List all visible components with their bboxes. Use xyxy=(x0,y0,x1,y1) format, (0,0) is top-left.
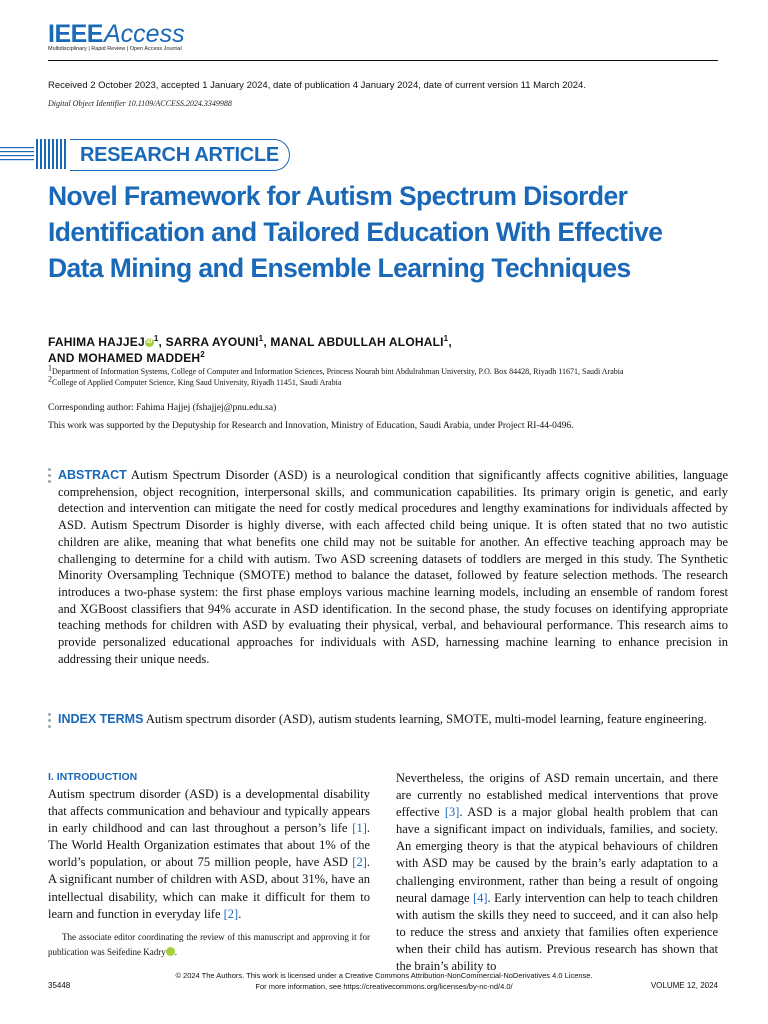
page-number: 35448 xyxy=(48,981,71,990)
index-terms xyxy=(58,711,728,728)
affiliation-item: $^1$Department of Information Systems, College of Computer and Information Sciences, Princess Nourah bint Abdulrahman University, P.O. Box 84428, Riyadh 11671, Saudi Arabia xyxy=(48,363,624,376)
author-affiliation-sup: 2 xyxy=(200,350,205,359)
banner-bars-icon xyxy=(0,138,70,170)
author-affiliation-sup: 1 xyxy=(153,334,159,343)
editor-footnote: The associate editor coordinating the review of this manuscript and approving it for publication was Seifedine Kadry iD. xyxy=(48,932,370,957)
index-terms-label: INDEX TERMS xyxy=(58,712,144,726)
paper-title: Novel Framework for Autism Spectrum Disorder Identification and Tailored Education With Effective Data Mining and Ensemble Learning Techniques xyxy=(48,181,663,283)
index-terms-text: Autism spectrum disorder (ASD), autism students learning, SMOTE, multi-model learning, feature engineering. xyxy=(145,712,707,726)
abstract-text: Autism Spectrum Disorder (ASD) is a neurological condition that significantly affects cognitive abilities, language comprehension, object recognition, interpersonal skills, and communication capabilities. Its primary origin is genetic, and early detection and intervention can mitigate the need for costly medical procedures and lengthy examinations for individuals affected by ASD. Autism Spectrum Disorder is highly diverse, with each affected child being unique. It is often stated that no two autistic children are alike, meaning that what benefits one child may not be suitable for another. An effective teaching approach may be challenging to determine for a child with autism. Two ASD screening datasets of toddlers are merged in this study. The Synthetic Minority Oversampling Technique (SMOTE) method to balance the dataset, followed by feature selection methods. The research introduces a two-phase system: the first phase employs various machine learning models, including an ensemble of random forest and XGBoost classifiers that 94% accurate in ASD identification. In the second phase, the study focuses on identifying appropriate teaching methods for children with ASD by evaluating their physical, verbal, and behavioural performance. This research aims to provide personalized educational approaches for individuals with ASD, harnessing machine learning to enhance precision in addressing their unique needs. xyxy=(58,468,729,666)
affiliations xyxy=(48,363,628,388)
citation-link[interactable]: [3] xyxy=(444,805,460,820)
author-name: AND MOHAMED MADDEH xyxy=(48,351,201,365)
journal-logo xyxy=(48,20,185,49)
license-link[interactable]: For more information, see https://creativecommons.org/licenses/by-nc-nd/4.0/ xyxy=(255,982,513,991)
abstract-label: ABSTRACT xyxy=(58,468,127,482)
citation-link[interactable]: [2] xyxy=(352,855,367,870)
affiliation-item: $^2$College of Applied Computer Science, King Saud University, Riyadh 11451, Saudi Arabia xyxy=(48,374,342,387)
abstract-dots-icon xyxy=(48,468,52,486)
journal-tagline: Multidisciplinary | Rapid Review | Open Access Journal xyxy=(48,46,182,52)
logo-ieee: IEEE xyxy=(48,20,103,48)
abstract xyxy=(58,467,728,667)
index-terms-dots-icon xyxy=(48,713,52,731)
orcid-icon[interactable]: iD xyxy=(166,947,175,956)
logo-access: Access xyxy=(103,20,185,48)
funding-statement: This work was supported by the Deputyship for Research and Innovation, Ministry of Education, Saudi Arabia, under Project RI-44-0496. xyxy=(48,421,574,431)
author-name: , MANAL ABDULLAH ALOHALI xyxy=(263,335,444,349)
body-column-left: Autism spectrum disorder (ASD) is a developmental disability that affects communication and behaviour and typically appears in early childhood and can last throughout a person’s life [1]. The World Health Organization estimates that about 1% of the world’s population, or about 75 million people, have ASD [2]. A significant number of children with ASD, about 31%, have an intellectual disability, which can make it difficult for them to learn and function in everyday life [2]. xyxy=(48,787,370,921)
author-name: , SARRA AYOUNI xyxy=(158,335,259,349)
orcid-icon[interactable]: iD xyxy=(146,339,153,345)
volume-label: VOLUME 12, 2024 xyxy=(650,981,718,990)
section-heading: I. INTRODUCTION xyxy=(48,771,138,783)
author-affiliation-sup: 1 xyxy=(443,334,449,343)
doi-line: Digital Object Identifier 10.1109/ACCESS.2024.3349988 xyxy=(48,99,232,108)
author-separator: , xyxy=(448,335,452,349)
author-affiliation-sup: 1 xyxy=(258,334,264,343)
header-divider xyxy=(48,60,718,61)
author-name: FAHIMA HAJJEJ xyxy=(48,335,145,349)
citation-link[interactable]: [4] xyxy=(472,890,488,905)
author-list xyxy=(48,334,708,366)
article-type-banner: RESEARCH ARTICLE xyxy=(70,139,290,171)
corresponding-author: Corresponding author: Fahima Hajjej (fshajjej@pnu.edu.sa) xyxy=(48,403,277,413)
body-column-right: Nevertheless, the origins of ASD remain uncertain, and there are currently no established medical interventions that prove effective [3]. ASD is a major global health problem that can have a significant impact on individuals, families, and society. An emerging theory is that the atypical behaviours of children with ASD may be caused by the brain’s early adaptation to a challenging environment, rather than being a result of ongoing neural damage [4]. Early intervention can help to teach children with autism the skills they need to succeed, and it can also help to reduce the stress and anxiety that families often experience when their child has autism. Previous research has shown that the brain’s ability to xyxy=(396,771,718,974)
citation-link[interactable]: [2] xyxy=(223,906,239,921)
citation-link[interactable]: [1] xyxy=(352,821,367,836)
received-dates: Received 2 October 2023, accepted 1 January 2024, date of publication 4 January 2024, date of current version 11 March 2024. xyxy=(48,80,586,91)
license-line: © 2024 The Authors. This work is licensed under a Creative Commons Attribution-NonCommercial-NoDerivatives 4.0 License. xyxy=(175,971,593,980)
